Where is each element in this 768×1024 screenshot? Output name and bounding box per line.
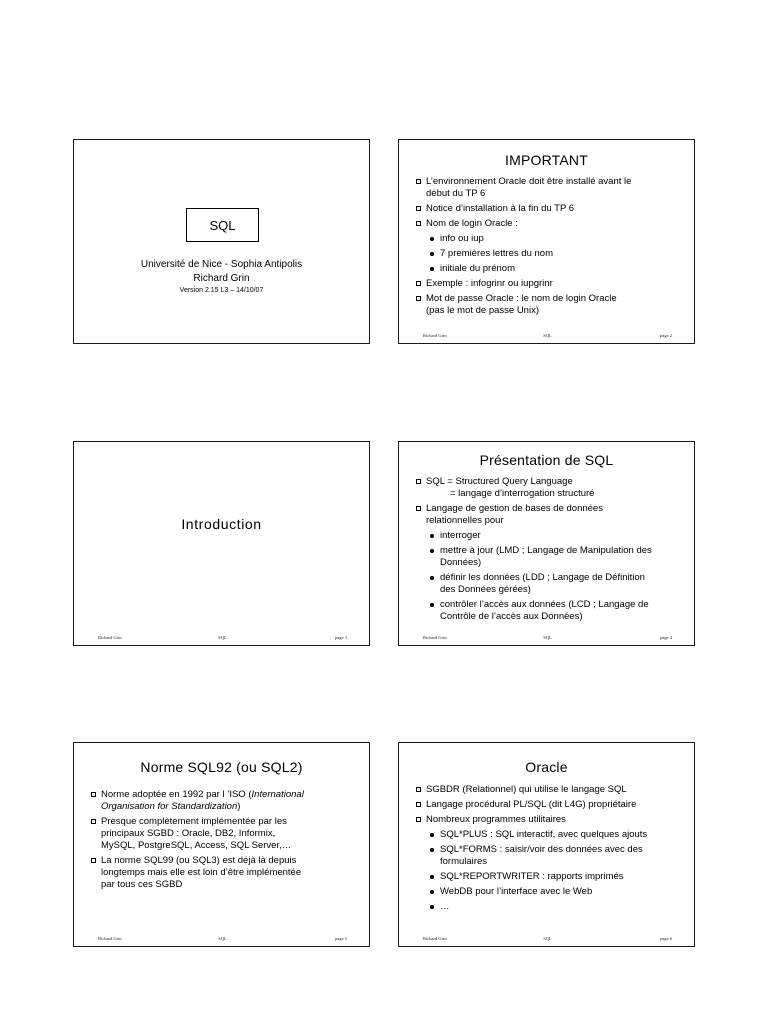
checkbox-bullet-icon — [416, 802, 421, 807]
bullet-dot-icon — [430, 549, 434, 553]
list-item: SGBDR (Relationnel) qui utilise le langage SQL — [416, 784, 684, 796]
slide-4 — [398, 441, 695, 646]
bullet-dot-icon — [430, 833, 434, 837]
list-item: Exemple : infogrinr ou iupgrinr — [416, 278, 684, 290]
bullet-dot-icon — [430, 576, 434, 580]
list-item: info ou iup — [416, 233, 684, 245]
slide-title: Présentation de SQL — [479, 452, 614, 468]
footer-page: page 3 — [335, 635, 347, 640]
footer-author: Richard Grin — [98, 635, 122, 640]
slide-5 — [73, 742, 370, 947]
footer-page: page 2 — [660, 333, 672, 338]
footer-page: page 4 — [660, 635, 672, 640]
author-line: Richard Grin — [193, 273, 250, 284]
list-item: Nombreux programmes utilitaires — [416, 814, 684, 826]
checkbox-bullet-icon — [416, 787, 421, 792]
checkbox-bullet-icon — [91, 792, 96, 797]
version-line: Version 2.15 L3 – 14/10/07 — [179, 287, 264, 294]
list-item: Presque complètement implémentée par les principaux SGBD : Oracle, DB2, Informix, MySQL, PostgreSQL, Access, SQL Server,… — [91, 816, 359, 852]
checkbox-bullet-icon — [416, 296, 421, 301]
list-item: Langage de gestion de bases de données relationnelles pour — [416, 503, 684, 527]
list-item: SQL*REPORTWRITER : rapports imprimés — [416, 871, 684, 883]
list-item: SQL = Structured Query Language = langage d’interrogation structuré — [416, 476, 684, 500]
bullet-dot-icon — [430, 534, 434, 538]
bullet-dot-icon — [430, 237, 434, 241]
slide-title: IMPORTANT — [505, 152, 588, 168]
bullet-list — [416, 176, 684, 320]
list-item: mettre à jour (LMD ; Langage de Manipulation des Données) — [416, 545, 684, 569]
footer-author: Richard Grin — [423, 635, 447, 640]
footer-subject: SQL — [543, 333, 552, 338]
checkbox-bullet-icon — [416, 206, 421, 211]
footer-author: Richard Grin — [423, 333, 447, 338]
footer-page: page 5 — [335, 936, 347, 941]
checkbox-bullet-icon — [416, 221, 421, 226]
checkbox-bullet-icon — [416, 281, 421, 286]
list-item: 7 premières lettres du nom — [416, 248, 684, 260]
footer-subject: SQL — [218, 635, 227, 640]
list-item: Notice d’installation à la fin du TP 6 — [416, 203, 684, 215]
footer-author: Richard Grin — [423, 936, 447, 941]
list-item: SQL*FORMS : saisir/voir des données avec des formulaires — [416, 844, 684, 868]
checkbox-bullet-icon — [416, 179, 421, 184]
list-item: WebDB pour l’interface avec le Web — [416, 886, 684, 898]
checkbox-bullet-icon — [416, 817, 421, 822]
list-item: SQL*PLUS : SQL interactif, avec quelques ajouts — [416, 829, 684, 841]
checkbox-bullet-icon — [91, 819, 96, 824]
footer-subject: SQL — [543, 936, 552, 941]
bullet-list — [416, 784, 684, 916]
bullet-dot-icon — [430, 603, 434, 607]
footer-page: page 6 — [660, 936, 672, 941]
bullet-dot-icon — [430, 267, 434, 271]
slide-6 — [398, 742, 695, 947]
list-item: … — [416, 901, 684, 913]
bullet-dot-icon — [430, 848, 434, 852]
bullet-list — [416, 476, 684, 626]
slide-title: Norme SQL92 (ou SQL2) — [140, 759, 303, 775]
footer-author: Richard Grin — [98, 936, 122, 941]
slide-title-box — [186, 208, 259, 242]
list-item: Langage procédural PL/SQL (dit L4G) propriétaire — [416, 799, 684, 811]
list-item: initiale du prénom — [416, 263, 684, 275]
slide-title: Introduction — [181, 516, 262, 532]
slide-title: SQL — [209, 217, 236, 233]
list-item: interroger — [416, 530, 684, 542]
slide-1 — [73, 139, 370, 344]
checkbox-bullet-icon — [416, 506, 421, 511]
slide-title: Oracle — [525, 759, 568, 775]
slide-2 — [398, 139, 695, 344]
list-item: Norme adoptée en 1992 par l ’ISO (International Organisation for Standardization) — [91, 789, 359, 813]
list-item: contrôler l’accès aux données (LCD ; Langage de Contrôle de l’accès aux Données) — [416, 599, 684, 623]
checkbox-bullet-icon — [416, 479, 421, 484]
list-item: Mot de passe Oracle : le nom de login Oracle (pas le mot de passe Unix) — [416, 293, 684, 317]
slide-3 — [73, 441, 370, 646]
bullet-list — [91, 789, 359, 894]
bullet-dot-icon — [430, 875, 434, 879]
footer-subject: SQL — [543, 635, 552, 640]
footer-subject: SQL — [218, 936, 227, 941]
list-item: L’environnement Oracle doit être installé avant le début du TP 6 — [416, 176, 684, 200]
list-item: La norme SQL99 (ou SQL3) est déjà là depuis longtemps mais elle est loin d’être implémentée par tous ces SGBD — [91, 855, 359, 891]
bullet-dot-icon — [430, 890, 434, 894]
list-item: définir les données (LDD ; Langage de Définition des Données gérées) — [416, 572, 684, 596]
bullet-dot-icon — [430, 905, 434, 909]
checkbox-bullet-icon — [91, 858, 96, 863]
institution-line: Université de Nice - Sophia Antipolis — [140, 259, 303, 270]
list-item: Nom de login Oracle : — [416, 218, 684, 230]
bullet-dot-icon — [430, 252, 434, 256]
